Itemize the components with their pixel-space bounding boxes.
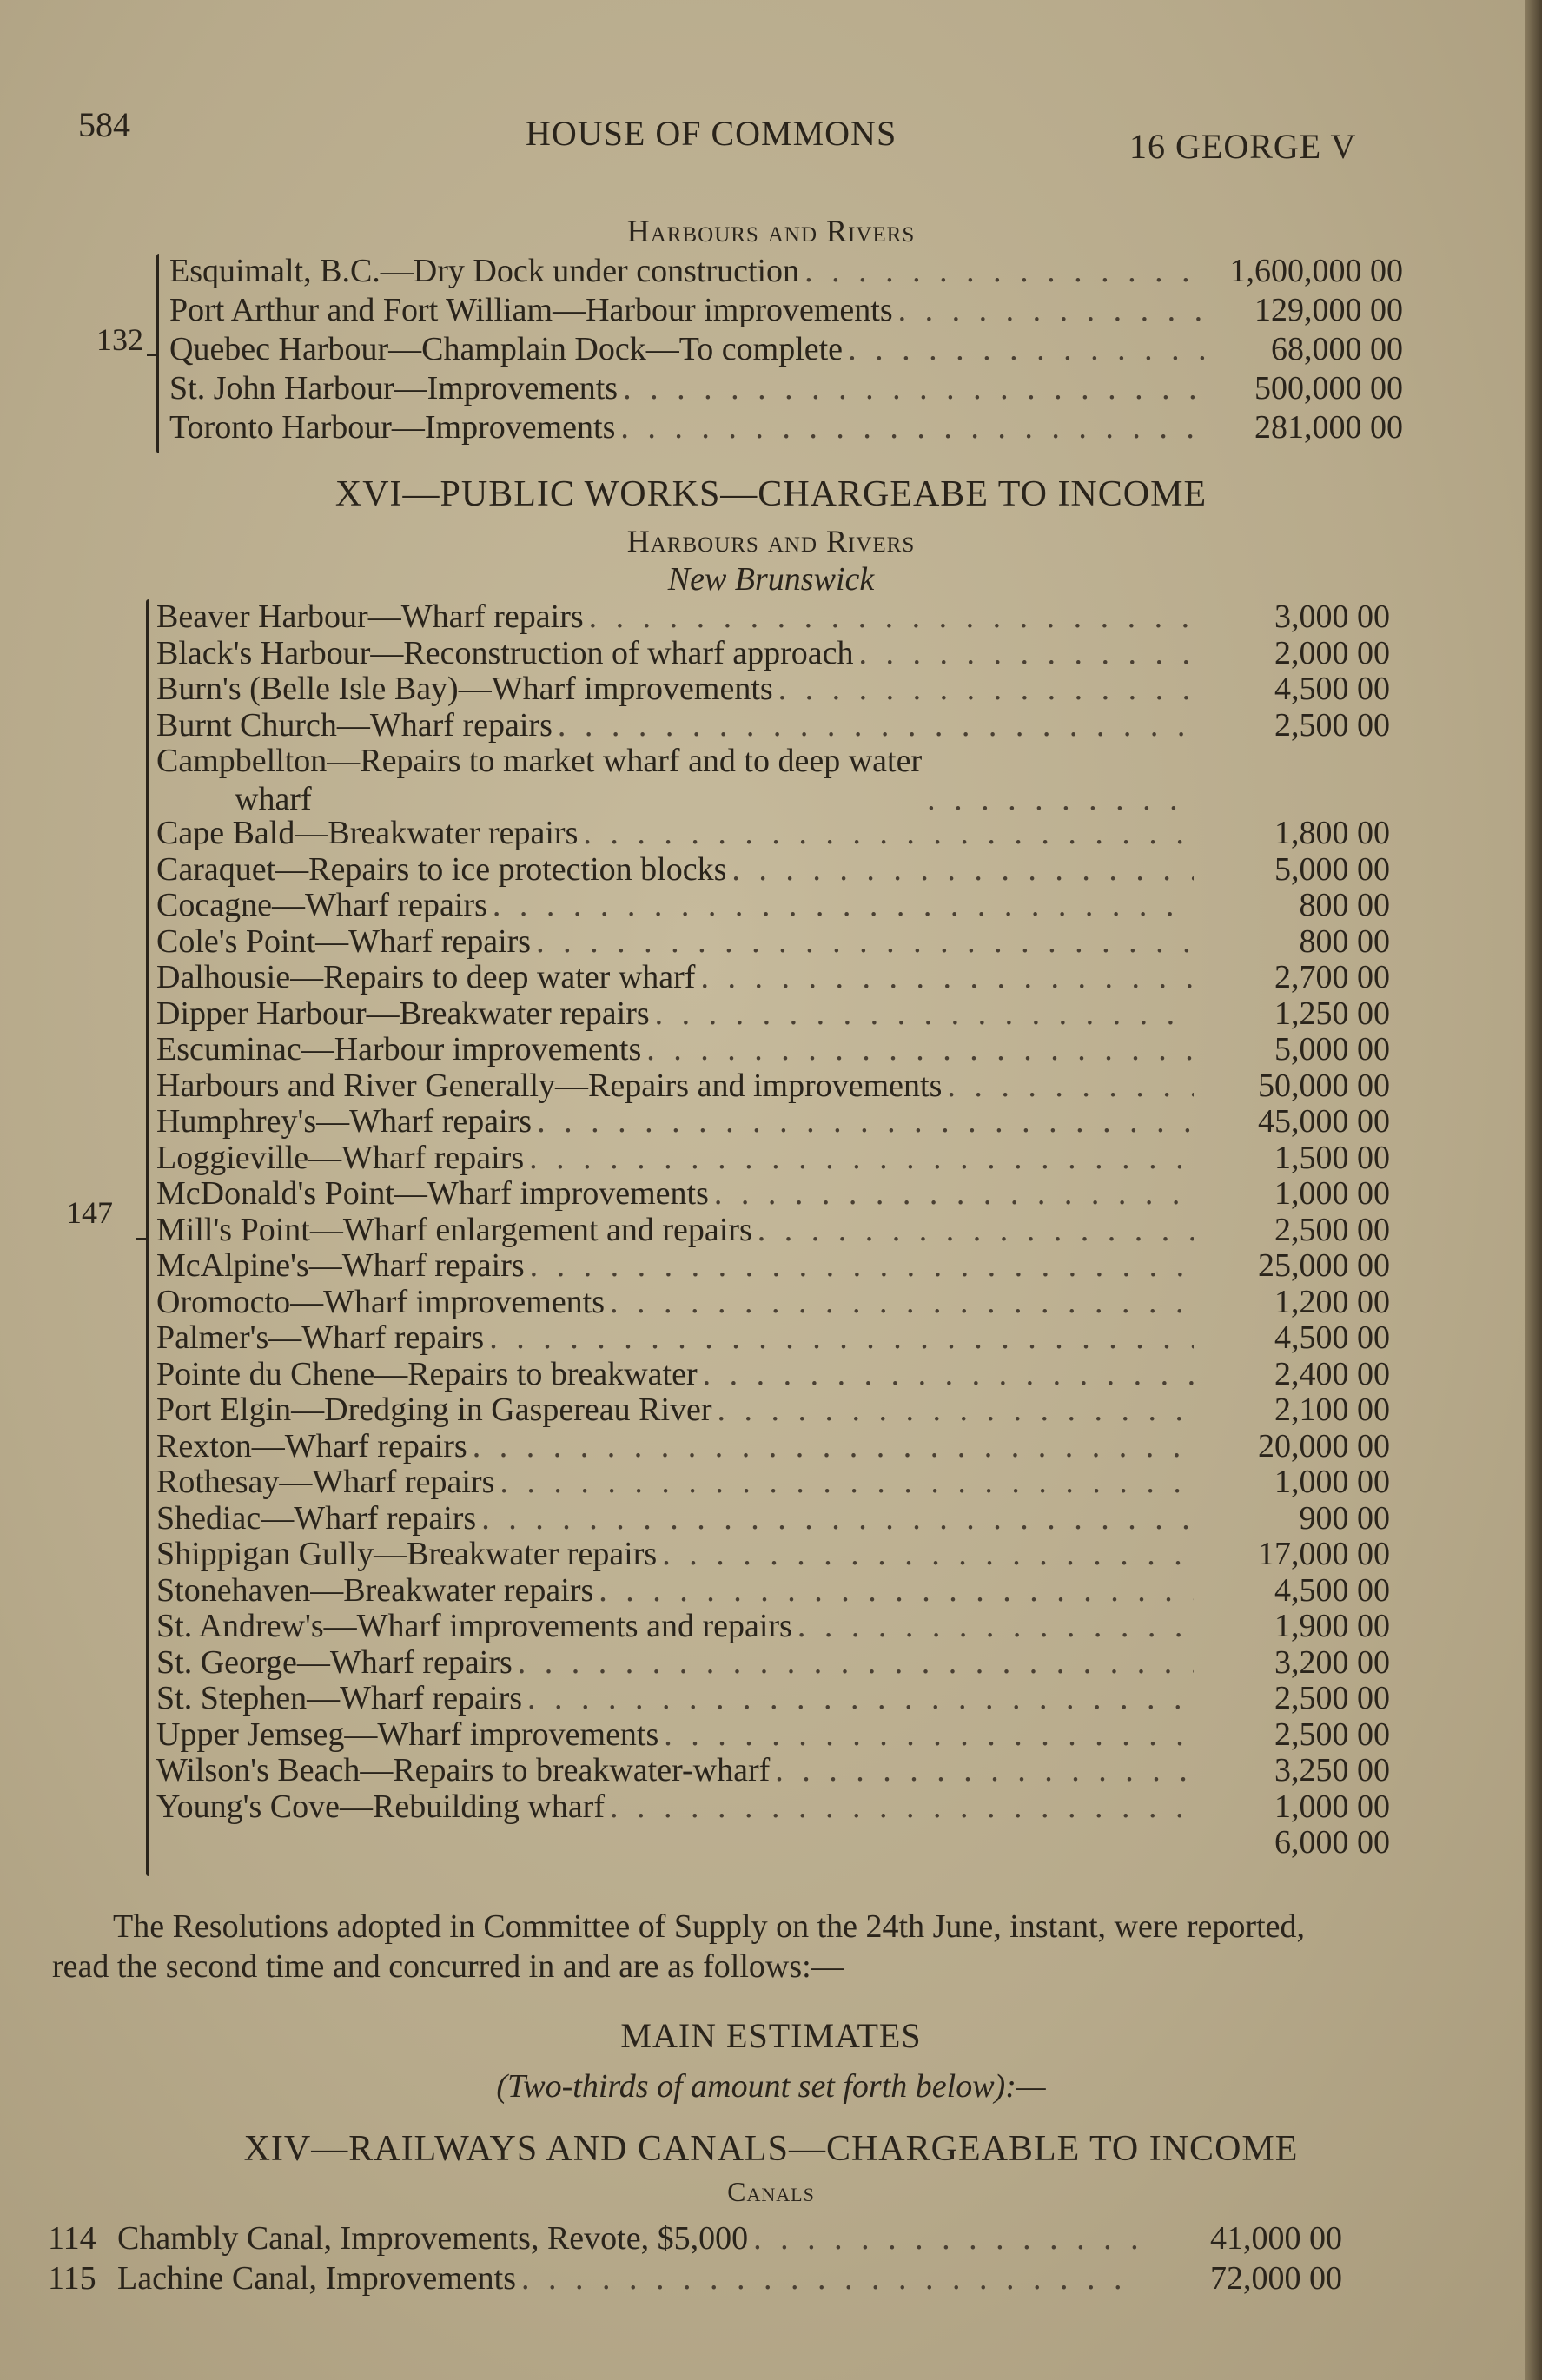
entry-row xyxy=(156,1391,1390,1429)
entry-amount: 2,500 00 xyxy=(1274,1716,1390,1753)
leader-dots xyxy=(481,1499,1194,1537)
entry-amount: 3,200 00 xyxy=(1274,1643,1390,1681)
entry-amount: 1,900 00 xyxy=(1274,1608,1390,1644)
entry-amount: 1,000 00 xyxy=(1274,1175,1390,1212)
entry-label: Black's Harbour—Reconstruction of wharf approach xyxy=(156,634,854,671)
entry-row xyxy=(156,742,1390,818)
entry-row xyxy=(156,995,1390,1033)
leader-dots xyxy=(530,1246,1194,1285)
leader-dots xyxy=(753,2219,1137,2258)
entry-amount: 1,200 00 xyxy=(1274,1283,1390,1320)
estimate-item xyxy=(48,2219,1342,2258)
section1-vote-number: 132 xyxy=(96,322,143,357)
entry-label: Esquimalt, B.C.—Dry Dock under construction xyxy=(169,253,800,289)
entry-row xyxy=(156,1139,1390,1177)
entry-amount: 4,500 00 xyxy=(1274,671,1390,707)
entry-amount: 68,000 00 xyxy=(1271,331,1403,367)
entry-amount: 2,500 00 xyxy=(1274,1211,1390,1248)
entry-label: Shippigan Gully—Breakwater repairs xyxy=(156,1536,658,1572)
entry-amount: 500,000 00 xyxy=(1254,370,1403,407)
leader-dots xyxy=(583,814,1194,852)
entry-row xyxy=(169,330,1403,368)
entry-label: Rothesay—Wharf repairs xyxy=(156,1464,495,1500)
entry-label: Dalhousie—Repairs to deep water wharf xyxy=(156,959,696,995)
entry-row xyxy=(156,922,1390,961)
entry-row xyxy=(156,1067,1390,1105)
entry-row xyxy=(156,1788,1390,1826)
entry-label: St. Andrew's—Wharf improvements and repairs xyxy=(156,1608,792,1644)
leader-dots xyxy=(848,330,1207,368)
leader-dots xyxy=(536,922,1194,961)
leader-dots xyxy=(646,1030,1194,1068)
leader-dots xyxy=(620,408,1207,446)
entry-label: Loggieville—Wharf repairs xyxy=(156,1139,525,1176)
page-number: 584 xyxy=(78,105,130,144)
entry-amount: 5,000 00 xyxy=(1274,850,1390,888)
entry-row xyxy=(156,1319,1390,1357)
leader-dots xyxy=(858,634,1194,672)
entry-label: Humphrey's—Wharf repairs xyxy=(156,1103,533,1140)
entry-amount: 45,000 00 xyxy=(1258,1103,1390,1140)
section2-title: XVI—PUBLIC WORKS—CHARGEABE TO INCOME xyxy=(334,474,1208,514)
leader-dots xyxy=(623,369,1207,407)
entry-amount: 3,250 00 xyxy=(1274,1752,1390,1788)
running-title: HOUSE OF COMMONS xyxy=(526,114,897,153)
section3-subtitle: (Two-thirds of amount set forth below):— xyxy=(496,2068,1046,2105)
section3-heading: XIV—RAILWAYS AND CANALS—CHARGEABLE TO INCOME xyxy=(243,2129,1299,2169)
entry-label: Port Elgin—Dredging in Gaspereau River xyxy=(156,1392,712,1428)
entry-row xyxy=(169,408,1403,446)
entry-label: Cole's Point—Wharf repairs xyxy=(156,922,532,960)
entry-amount: 1,000 00 xyxy=(1274,1788,1390,1825)
section2-vote-number: 147 xyxy=(66,1195,113,1230)
entry-label: Harbours and River Generally—Repairs and improvements xyxy=(156,1067,943,1104)
leader-dots xyxy=(664,1716,1194,1754)
entry-amount: 3,000 00 xyxy=(1274,598,1390,635)
entry-amount: 25,000 00 xyxy=(1258,1247,1390,1284)
entry-label: McAlpine's—Wharf repairs xyxy=(156,1247,525,1284)
entry-amount: 1,500 00 xyxy=(1274,1139,1390,1176)
entry-amount: 6,000 00 xyxy=(1274,1824,1390,1861)
leader-dots xyxy=(714,1174,1194,1213)
item-amount: 72,000 00 xyxy=(1210,2260,1342,2297)
leader-dots xyxy=(778,670,1194,708)
entry-amount: 2,000 00 xyxy=(1274,634,1390,671)
entry-label: Shediac—Wharf repairs xyxy=(156,1499,477,1537)
entry-row xyxy=(156,1716,1390,1754)
leader-dots xyxy=(599,1571,1194,1610)
entry-amount: 4,500 00 xyxy=(1274,1571,1390,1609)
entry-amount: 1,250 00 xyxy=(1274,995,1390,1032)
entry-row xyxy=(156,814,1390,852)
entry-label: Pointe du Chene—Repairs to breakwater xyxy=(156,1355,698,1392)
section2-brace xyxy=(146,599,149,1876)
leader-dots xyxy=(758,1211,1194,1249)
entry-row xyxy=(156,1571,1390,1610)
leader-dots xyxy=(804,252,1207,290)
entry-label: Caraquet—Repairs to ice protection blocks xyxy=(156,850,727,888)
entry-amount: 2,400 00 xyxy=(1274,1355,1390,1392)
leader-dots xyxy=(731,850,1194,889)
entry-label: McDonald's Point—Wharf improvements xyxy=(156,1175,709,1212)
entry-row xyxy=(156,1211,1390,1249)
entry-row xyxy=(156,634,1390,672)
entry-amount: 2,500 00 xyxy=(1274,706,1390,744)
entry-row xyxy=(169,369,1403,407)
leader-dots xyxy=(703,1355,1194,1393)
leader-dots xyxy=(489,1319,1194,1357)
entry-label: Cape Bald—Breakwater repairs xyxy=(156,815,579,851)
entry-label: Toronto Harbour—Improvements xyxy=(169,409,616,446)
item-label: Lachine Canal, Improvements xyxy=(117,2260,517,2297)
entry-row xyxy=(156,1102,1390,1140)
entry-label: Oromocto—Wharf improvements xyxy=(156,1283,606,1320)
entry-row xyxy=(156,1246,1390,1285)
leader-dots xyxy=(493,886,1194,924)
entry-row xyxy=(156,958,1390,996)
entry-label: Burnt Church—Wharf repairs xyxy=(156,706,553,744)
entry-amount: 1,800 00 xyxy=(1274,815,1390,851)
entry-amount: 281,000 00 xyxy=(1254,409,1403,446)
entry-row xyxy=(156,1607,1390,1645)
entry-amount: 800 00 xyxy=(1299,887,1390,923)
entry-row xyxy=(156,850,1390,889)
entry-row xyxy=(156,1535,1390,1573)
section2-subheading: New Brunswick xyxy=(667,561,875,598)
item-number: 114 xyxy=(48,2220,96,2257)
entry-row xyxy=(156,1427,1390,1465)
item-amount: 41,000 00 xyxy=(1210,2220,1342,2257)
leader-dots xyxy=(527,1679,1194,1717)
leader-dots xyxy=(589,598,1194,636)
entry-label-continued: wharf xyxy=(235,781,312,817)
resolution-paragraph: The Resolutions adopted in Committee of Supply on the 24th June, instant, were reported, read the second time and concurred in and are as follows:— xyxy=(52,1908,1305,1985)
entry-label: St. George—Wharf repairs xyxy=(156,1643,513,1681)
entry-amount: 5,000 00 xyxy=(1274,1031,1390,1068)
item-label: Chambly Canal, Improvements, Revote, $5,000 xyxy=(117,2220,749,2257)
entry-label: Campbellton—Repairs to market wharf and to deep water xyxy=(156,743,923,779)
entry-row xyxy=(156,1679,1390,1717)
entry-row xyxy=(156,598,1390,636)
entry-amount: 20,000 00 xyxy=(1258,1427,1390,1464)
entry-amount: 17,000 00 xyxy=(1258,1536,1390,1572)
entry-amount: 2,700 00 xyxy=(1274,959,1390,995)
leader-dots xyxy=(537,1102,1194,1140)
entry-label: Quebec Harbour—Champlain Dock—To complete xyxy=(169,331,844,367)
leader-dots xyxy=(473,1427,1194,1465)
entry-amount: 129,000 00 xyxy=(1254,292,1403,328)
section1-heading: Harbours and Rivers xyxy=(626,214,916,248)
entry-row xyxy=(156,1174,1390,1213)
entry-label: Rexton—Wharf repairs xyxy=(156,1427,467,1464)
estimate-item xyxy=(48,2259,1342,2297)
entry-row xyxy=(156,1823,1390,1861)
leader-dots xyxy=(927,780,1194,818)
leader-dots xyxy=(558,706,1194,744)
entry-label: Upper Jemseg—Wharf improvements xyxy=(156,1716,659,1753)
entry-row xyxy=(156,706,1390,744)
leader-dots xyxy=(610,1283,1194,1321)
section1-brace xyxy=(156,254,159,453)
leader-dots xyxy=(898,291,1207,329)
entry-amount: 1,000 00 xyxy=(1274,1464,1390,1500)
entry-row xyxy=(169,291,1403,329)
entry-amount: 2,100 00 xyxy=(1274,1392,1390,1428)
entry-amount: 4,500 00 xyxy=(1274,1319,1390,1356)
entry-label: Young's Cove—Rebuilding wharf xyxy=(156,1788,605,1825)
leader-dots xyxy=(718,1391,1194,1429)
entry-row xyxy=(156,1030,1390,1068)
entry-row xyxy=(156,886,1390,924)
entry-label: Stonehaven—Breakwater repairs xyxy=(156,1571,594,1609)
leader-dots xyxy=(518,1643,1194,1682)
leader-dots xyxy=(500,1463,1194,1501)
page-header xyxy=(0,104,1542,165)
entry-amount: 2,500 00 xyxy=(1274,1680,1390,1716)
entry-label: St. Stephen—Wharf repairs xyxy=(156,1680,523,1716)
section3-subheading: Canals xyxy=(727,2176,815,2207)
entry-label: Beaver Harbour—Wharf repairs xyxy=(156,598,584,635)
regnal-year: 16 GEORGE V xyxy=(1129,127,1357,166)
entry-amount: 50,000 00 xyxy=(1258,1067,1390,1104)
leader-dots xyxy=(521,2259,1137,2297)
leader-dots xyxy=(775,1751,1194,1789)
entry-row xyxy=(156,1643,1390,1682)
entry-row xyxy=(156,1463,1390,1501)
entry-label: Cocagne—Wharf repairs xyxy=(156,887,487,923)
leader-dots xyxy=(662,1535,1194,1573)
entry-label: St. John Harbour—Improvements xyxy=(169,370,619,407)
leader-dots xyxy=(529,1139,1194,1177)
entry-amount: 800 00 xyxy=(1299,922,1390,960)
section2-heading: Harbours and Rivers xyxy=(626,524,916,559)
entry-label: Port Arthur and Fort William—Harbour improvements xyxy=(169,292,893,328)
entry-amount: 1,600,000 00 xyxy=(1229,253,1403,289)
entry-row xyxy=(156,1499,1390,1537)
leader-dots xyxy=(797,1607,1194,1645)
leader-dots xyxy=(610,1788,1194,1826)
entry-row xyxy=(156,1751,1390,1789)
leader-dots xyxy=(700,958,1194,996)
section3-title: MAIN ESTIMATES xyxy=(620,2016,922,2055)
entry-amount: 900 00 xyxy=(1299,1499,1390,1537)
leader-dots xyxy=(947,1067,1194,1105)
entry-row xyxy=(156,670,1390,708)
entry-label: Escuminac—Harbour improvements xyxy=(156,1031,642,1068)
item-number: 115 xyxy=(48,2260,96,2297)
leader-dots xyxy=(655,995,1194,1033)
entry-label: Mill's Point—Wharf enlargement and repairs xyxy=(156,1211,752,1248)
entry-label: Burn's (Belle Isle Bay)—Wharf improvements xyxy=(156,671,773,707)
entry-label: Wilson's Beach—Repairs to breakwater-wharf xyxy=(156,1752,771,1788)
entry-label: Palmer's—Wharf repairs xyxy=(156,1319,485,1356)
entry-row xyxy=(156,1355,1390,1393)
entry-row xyxy=(169,252,1403,290)
entry-label: Dipper Harbour—Breakwater repairs xyxy=(156,995,650,1032)
entry-row xyxy=(156,1283,1390,1321)
